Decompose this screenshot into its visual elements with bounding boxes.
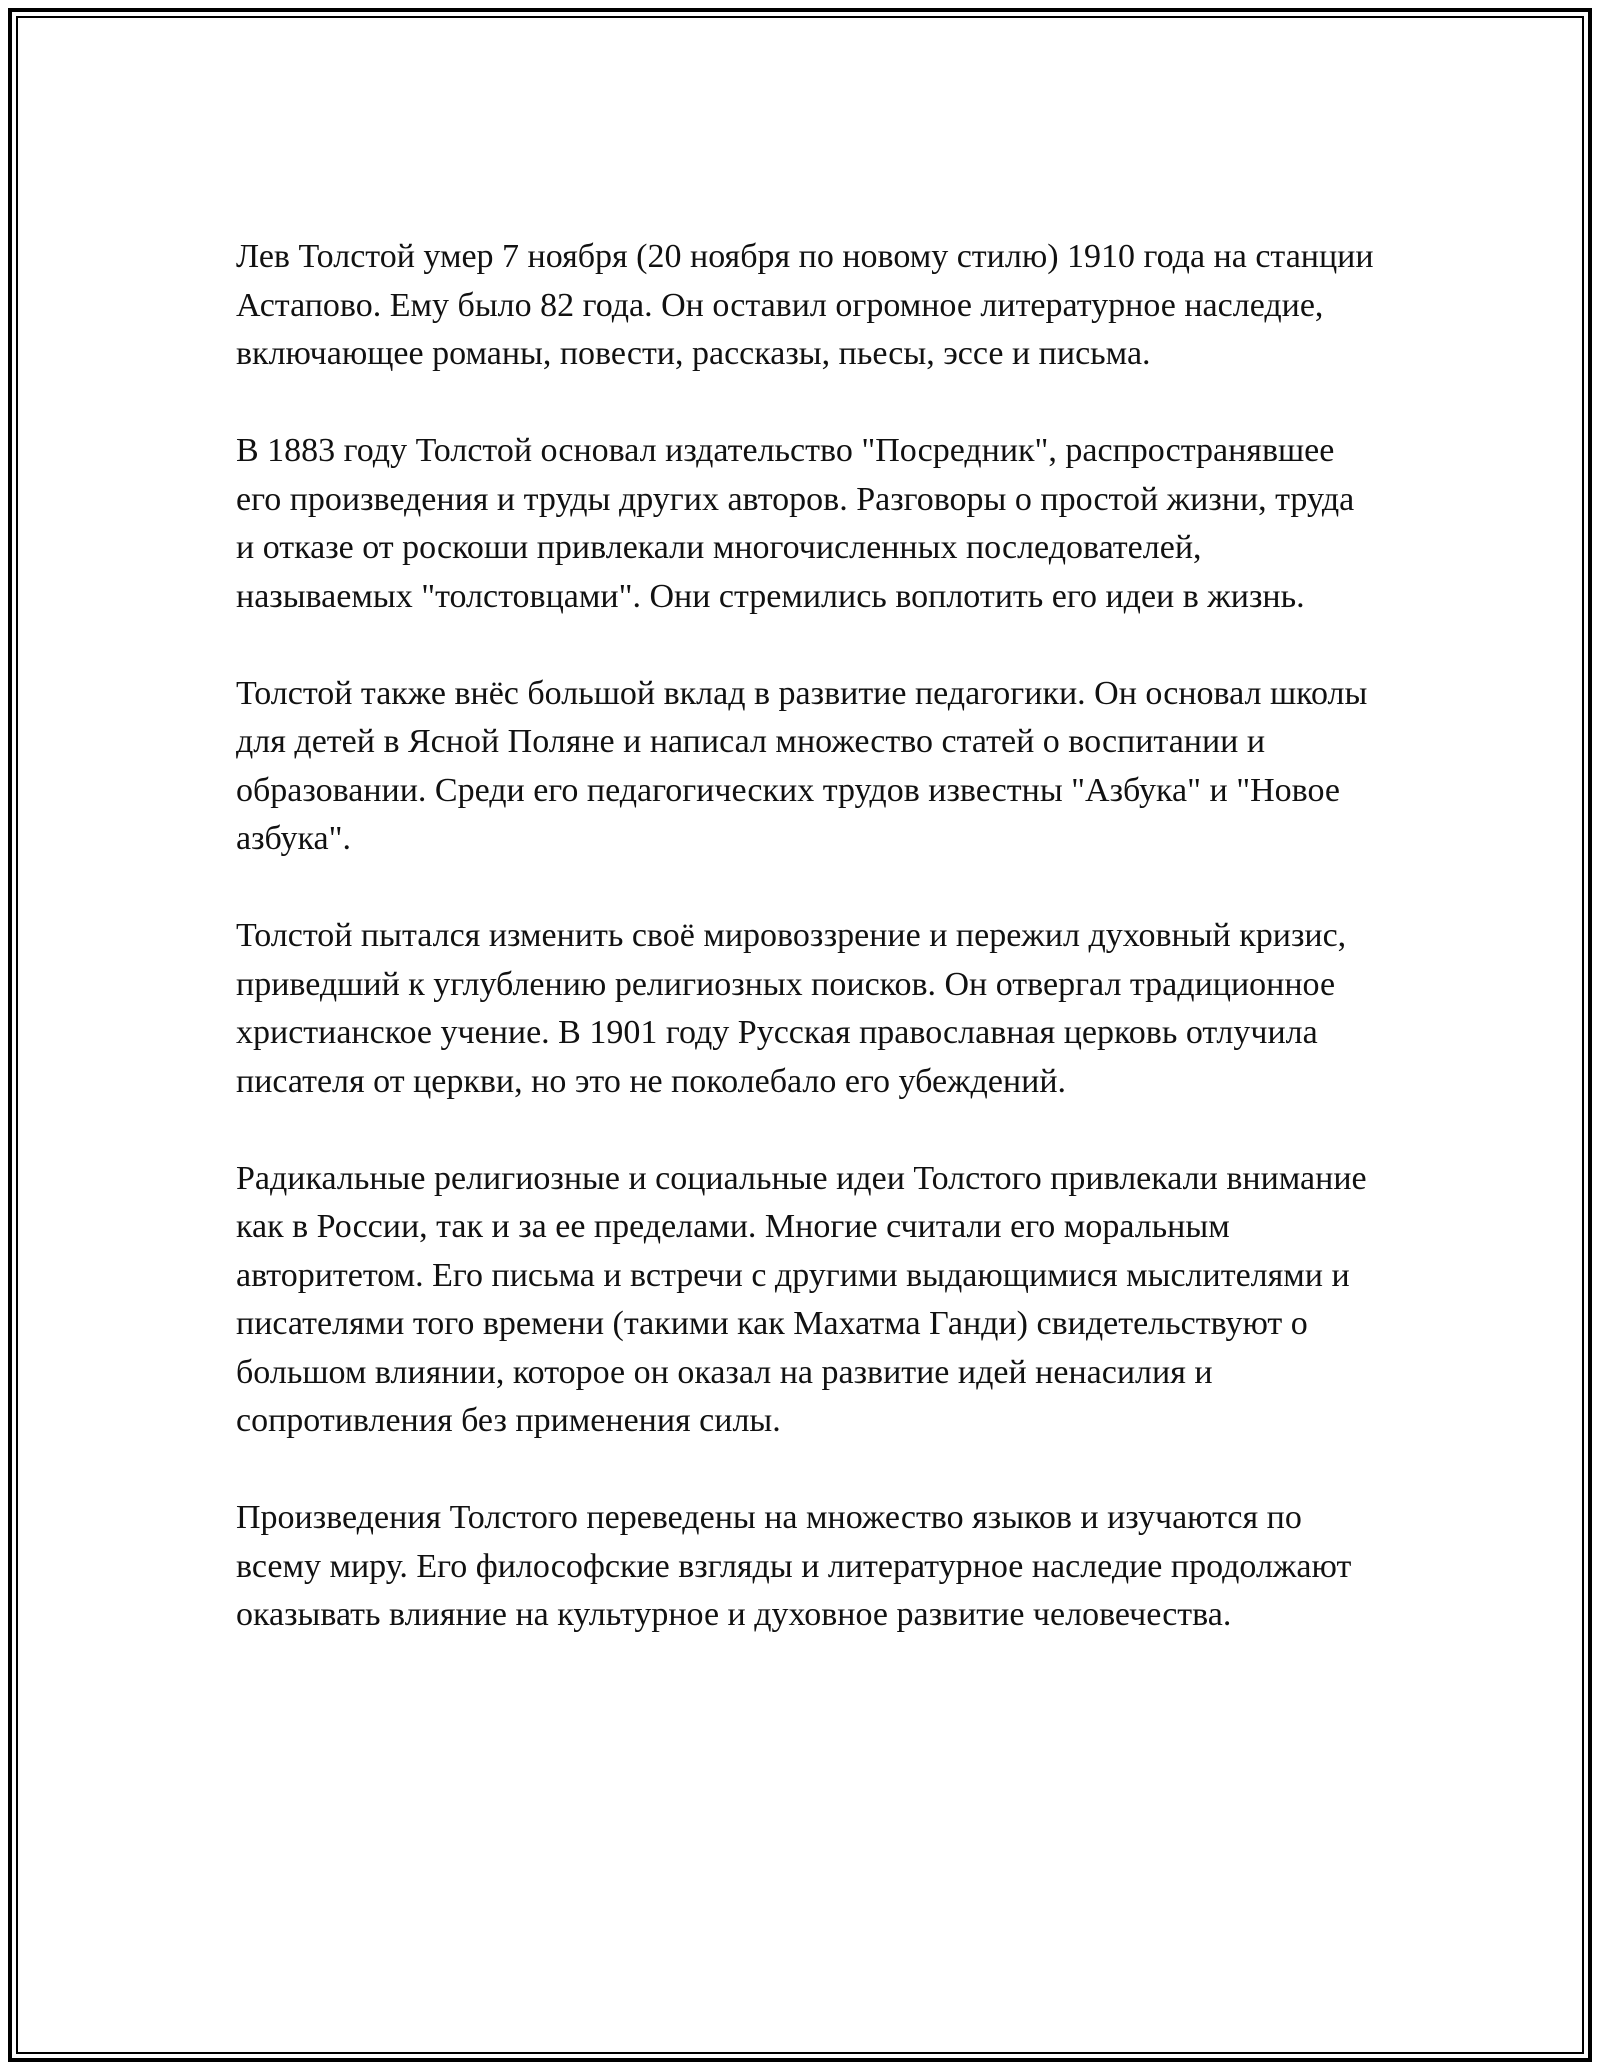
paragraph-influence: Радикальные религиозные и социальные идеи Толстого привлекали внимание как в России, так и за ее пределами. Многие считали его моральным авторитетом. Его письма и встречи с другими выдающимися мыслителями и писателями того времени (такими как Махатма Ганди) свидетельствуют о большом влиянии, которое он оказал на развитие идей ненасилия и сопротивления без применения силы. xyxy=(236,1159,1367,1439)
document-body xyxy=(236,233,1376,1688)
paragraph-spiritual-crisis: Толстой пытался изменить своё мировоззрение и пережил духовный кризис, приведший к углублению религиозных поисков. Он отвергал традиционное христианское учение. В 1901 году Русская православная церковь отлучила писателя от церкви, но это не поколебало его убеждений. xyxy=(236,917,1347,1100)
paragraph-death: Лев Толстой умер 7 ноября (20 ноября по новому стилю) 1910 года на станции Астапово. Ему было 82 года. Он оставил огромное литературное наследие, включающее романы, повести, рассказы, пьесы, эссе и письма. xyxy=(236,238,1374,372)
paragraph-pedagogy: Толстой также внёс большой вклад в развитие педагогики. Он основал школы для детей в Ясной Поляне и написал множество статей о воспитании и образовании. Среди его педагогических трудов известны "Азбука" и "Новое азбука". xyxy=(236,674,1368,857)
paragraph-legacy: Произведения Толстого переведены на множество языков и изучаются по всему миру. Его философские взгляды и литературное наследие продолжают оказывать влияние на культурное и духовное развитие человечества. xyxy=(236,1499,1352,1633)
paragraph-posrednik: В 1883 году Толстой основал издательство "Посредник", распространявшее его произведения и труды других авторов. Разговоры о простой жизни, труда и отказе от роскоши привлекали многочисленных последователей, называемых "толстовцами". Они стремились воплотить его идеи в жизнь. xyxy=(236,432,1355,615)
